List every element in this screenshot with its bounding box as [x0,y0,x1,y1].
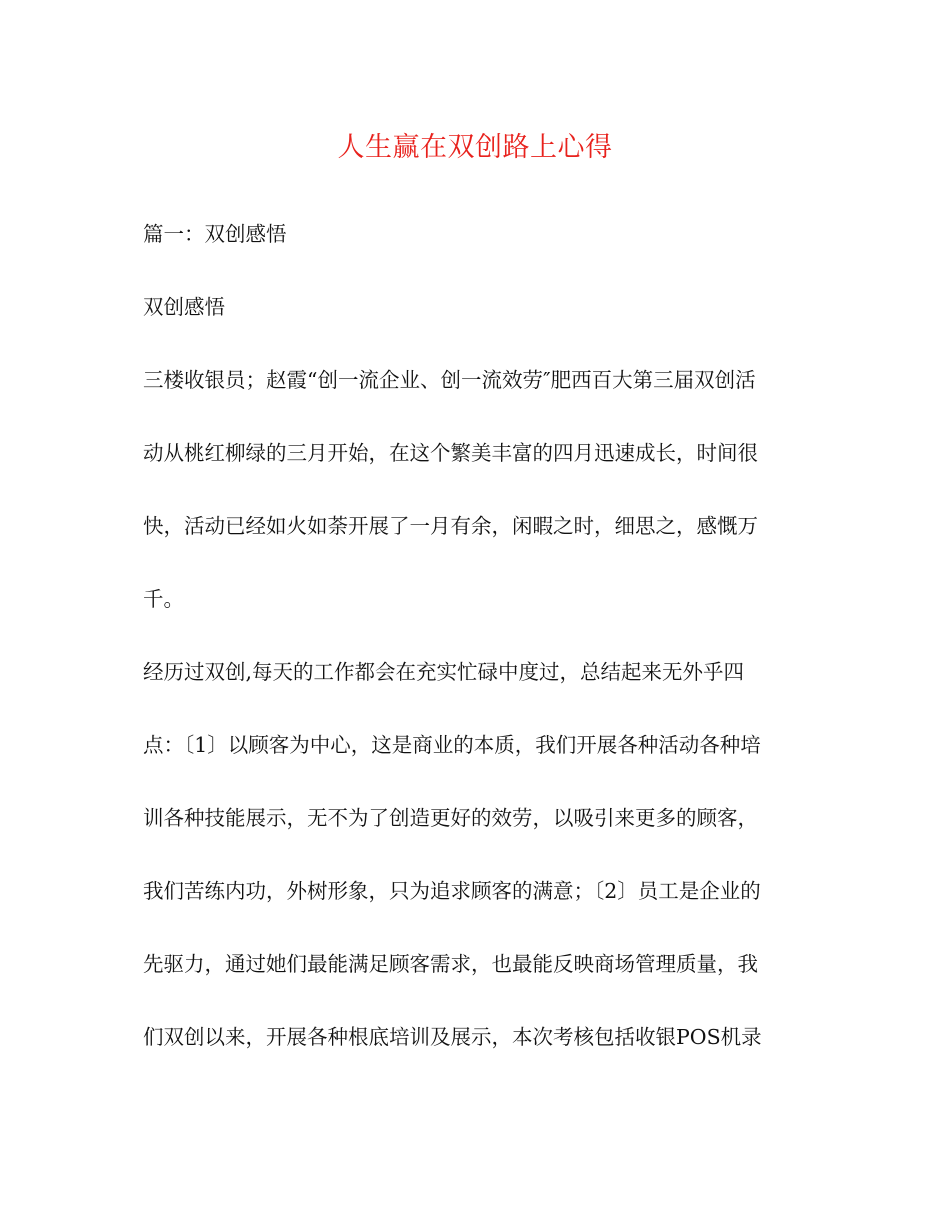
text-line: 我们苦练内功，外树形象，只为追求顾客的满意；〔2〕员工是企业的 [143,879,761,903]
text-line: 点：〔1〕以顾客为中心，这是商业的本质，我们开展各种活动各种培 [143,733,761,757]
text-line: 先驱力，通过她们最能满足顾客需求，也最能反映商场管理质量，我 [143,952,758,976]
text-line: 经历过双创,每天的工作都会在充实忙碌中度过，总结起来无外乎四 [143,660,745,684]
text-line: 千。 [143,587,184,611]
text-line: 快，活动已经如火如荼开展了一月有余，闲暇之时，细思之，感慨万 [143,514,758,538]
text-line: 们双创以来，开展各种根底培训及展示，本次考核包括收银POS机录 [143,1025,762,1049]
document-body [143,212,811,1088]
heading-part-one: 篇一：双创感悟 [143,222,287,246]
text-line: 动从桃红柳绿的三月开始，在这个繁美丰富的四月迅速成长，时间很 [143,441,758,465]
text-line: 三楼收银员；赵霞“创一流企业、创一流效劳″肥西百大第三届双创活 [143,368,756,392]
page-title: 人生赢在双创路上心得 [337,132,613,163]
text-line: 训各种技能展示，无不为了创造更好的效劳，以吸引来更多的顾客， [143,806,758,830]
subheading: 双创感悟 [143,295,225,319]
